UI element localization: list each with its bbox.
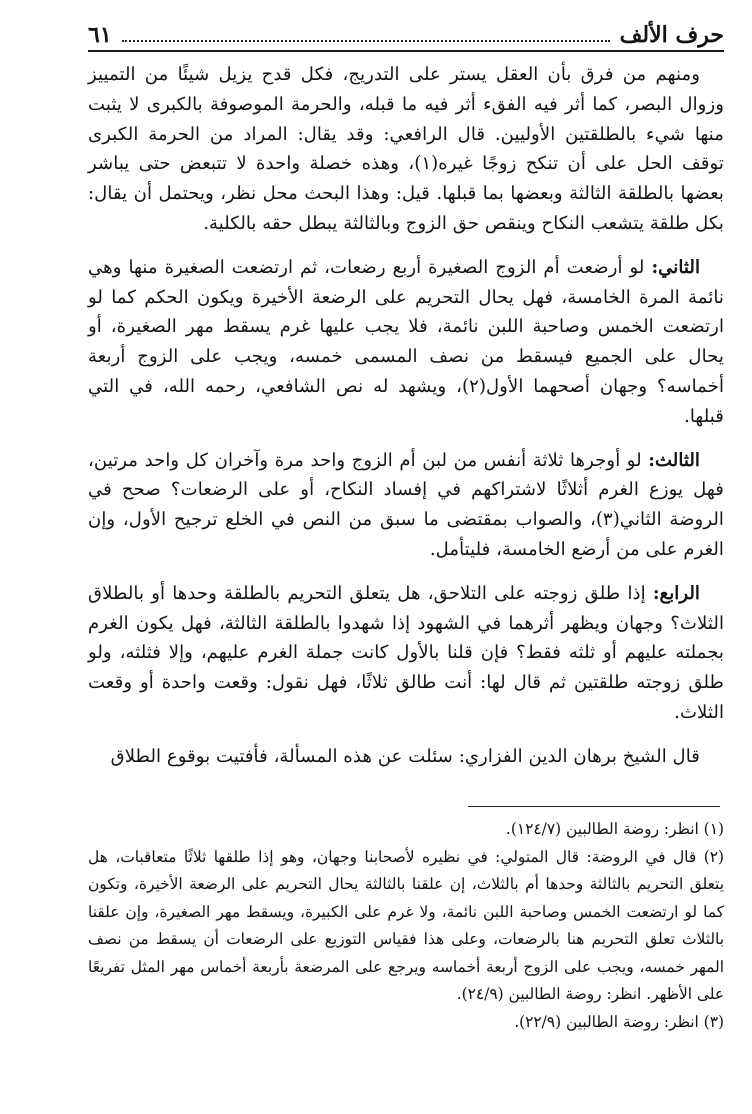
section-lead: الثاني: [651, 256, 700, 278]
footnote: (٢) قال في الروضة: قال المتولي: في نظيره لأصحابنا وجهان، وهو إذا طلقها ثلاثًا متعاقبات، هل يتعلق التحريم بالثالثة وحدها أم بالثلاث، إن علقنا بالثالثة يحال التحريم على الرضعة الأخيرة، وتكون كما لو ارتضعت الخمس وصاحبة اللبن نائمة، ولا غرم على الكبيرة، ويسقط مهر الصغيرة، وإن علقنا بالثلاث تعلق التحريم هنا بالرضعات، وعلى هذا فقياس التوزيع على الرضعات أن يسقط من نصف المهر خمسه، ويجب على الزوج أربعة أخماسه ويرجع على المرضعة بأربعة أخماس مهر المثل تفريعًا على الأظهر. انظر: روضة الطالبين (٢٤/٩). [88, 847, 724, 1003]
paragraph [88, 579, 724, 728]
running-header [88, 14, 724, 52]
header-leader-dots [122, 40, 610, 42]
main-text [88, 60, 724, 786]
paragraph-text: لو أوجرها ثلاثة أنفس من لبن أم الزوج واحد مرة وآخران كل واحد مرتين، فهل يوزع الغرم أثلاثًا لاشتراكهم في إفساد النكاح، أو على الرضعات؟ صحح في الروضة الثاني(٣)، والصواب بمقتضى ما سبق من النص في الخلع ترجيح الأول، وإن الغرم على من أرضع الخامسة، فليتأمل. [88, 449, 724, 560]
paragraph: قال الشيخ برهان الدين الفزاري: سئلت عن هذه المسألة، فأفتيت بوقوع الطلاق [110, 745, 700, 767]
chapter-title: حرف الألف [619, 22, 724, 48]
paragraph-text: لو أرضعت أم الزوج الصغيرة أربع رضعات، ثم ارتضعت الصغيرة منها وهي نائمة المرة الخامسة، فهل يحال التحريم على الرضعة الأخيرة ويكون الحكم كما لو ارتضعت الخمس وصاحبة اللبن نائمة، فلا يجب عليها غرم يسقط مهر الصغيرة، أو يحال على الجميع فيسقط من نصف المسمى خمسه، ويجب على الزوج أربعة أخماسه؟ وجهان أصحهما الأول(٢)، ويشهد له نص الشافعي، رحمه الله، في التي قبلها. [88, 256, 724, 427]
page-number: ٦١ [88, 22, 112, 48]
footnote: (١) انظر: روضة الطالبين (١٢٤/٧). [505, 820, 724, 838]
footnotes [88, 816, 724, 1036]
section-lead: الرابع: [652, 582, 700, 604]
paragraph: ومنهم من فرق بأن العقل يستر على التدريج، فكل قدح يزيل شيئًا من التمييز وزوال البصر، كما أثر فيه الفقء أثر فيه ما قبله، والحرمة الموصوفة بالكبرى لا يثبت منها شيء بالطلقتين الأوليين. قال الرافعي: وقد يقال: المراد من الحرمة الكبرى توقف الحل على أن تنكح زوجًا غيره(١)، وهذه خصلة واحدة لا تتبعض حتى يباشر بعضها بالطلقة الثالثة وبعضها بما قبلها. قيل: وهذا البحث محل نظر، ويحتمل أن يقال: بكل طلقة يتشعب النكاح وينقص حق الزوج وبالثالثة يبطل حقه بالكلية. [88, 64, 724, 234]
paragraph [88, 446, 724, 565]
paragraph [88, 253, 724, 432]
footnote: (٣) انظر: روضة الطالبين (٢٢/٩). [514, 1012, 724, 1031]
footnote-separator [468, 806, 720, 807]
paragraph-text: إذا طلق زوجته على التلاحق، هل يتعلق التحريم بالطلقة وحدها أو بالطلاق الثلاث؟ وجهان ويظهر أثرهما في الشهود إذا شهدوا بالطلقة الثالثة، فهل يكون الغرم بجملته عليهم أو ثلثه فقط؟ فإن قلنا بالأول كانت جملة الغرم عليهم، وإلا فثلثه، ولو طلق زوجته طلقتين ثم قال لها: أنت طالق ثلاثًا، فهل نقول: وقعت واحدة أو وقعت الثلاث. [88, 582, 724, 723]
section-lead: الثالث: [648, 449, 700, 471]
